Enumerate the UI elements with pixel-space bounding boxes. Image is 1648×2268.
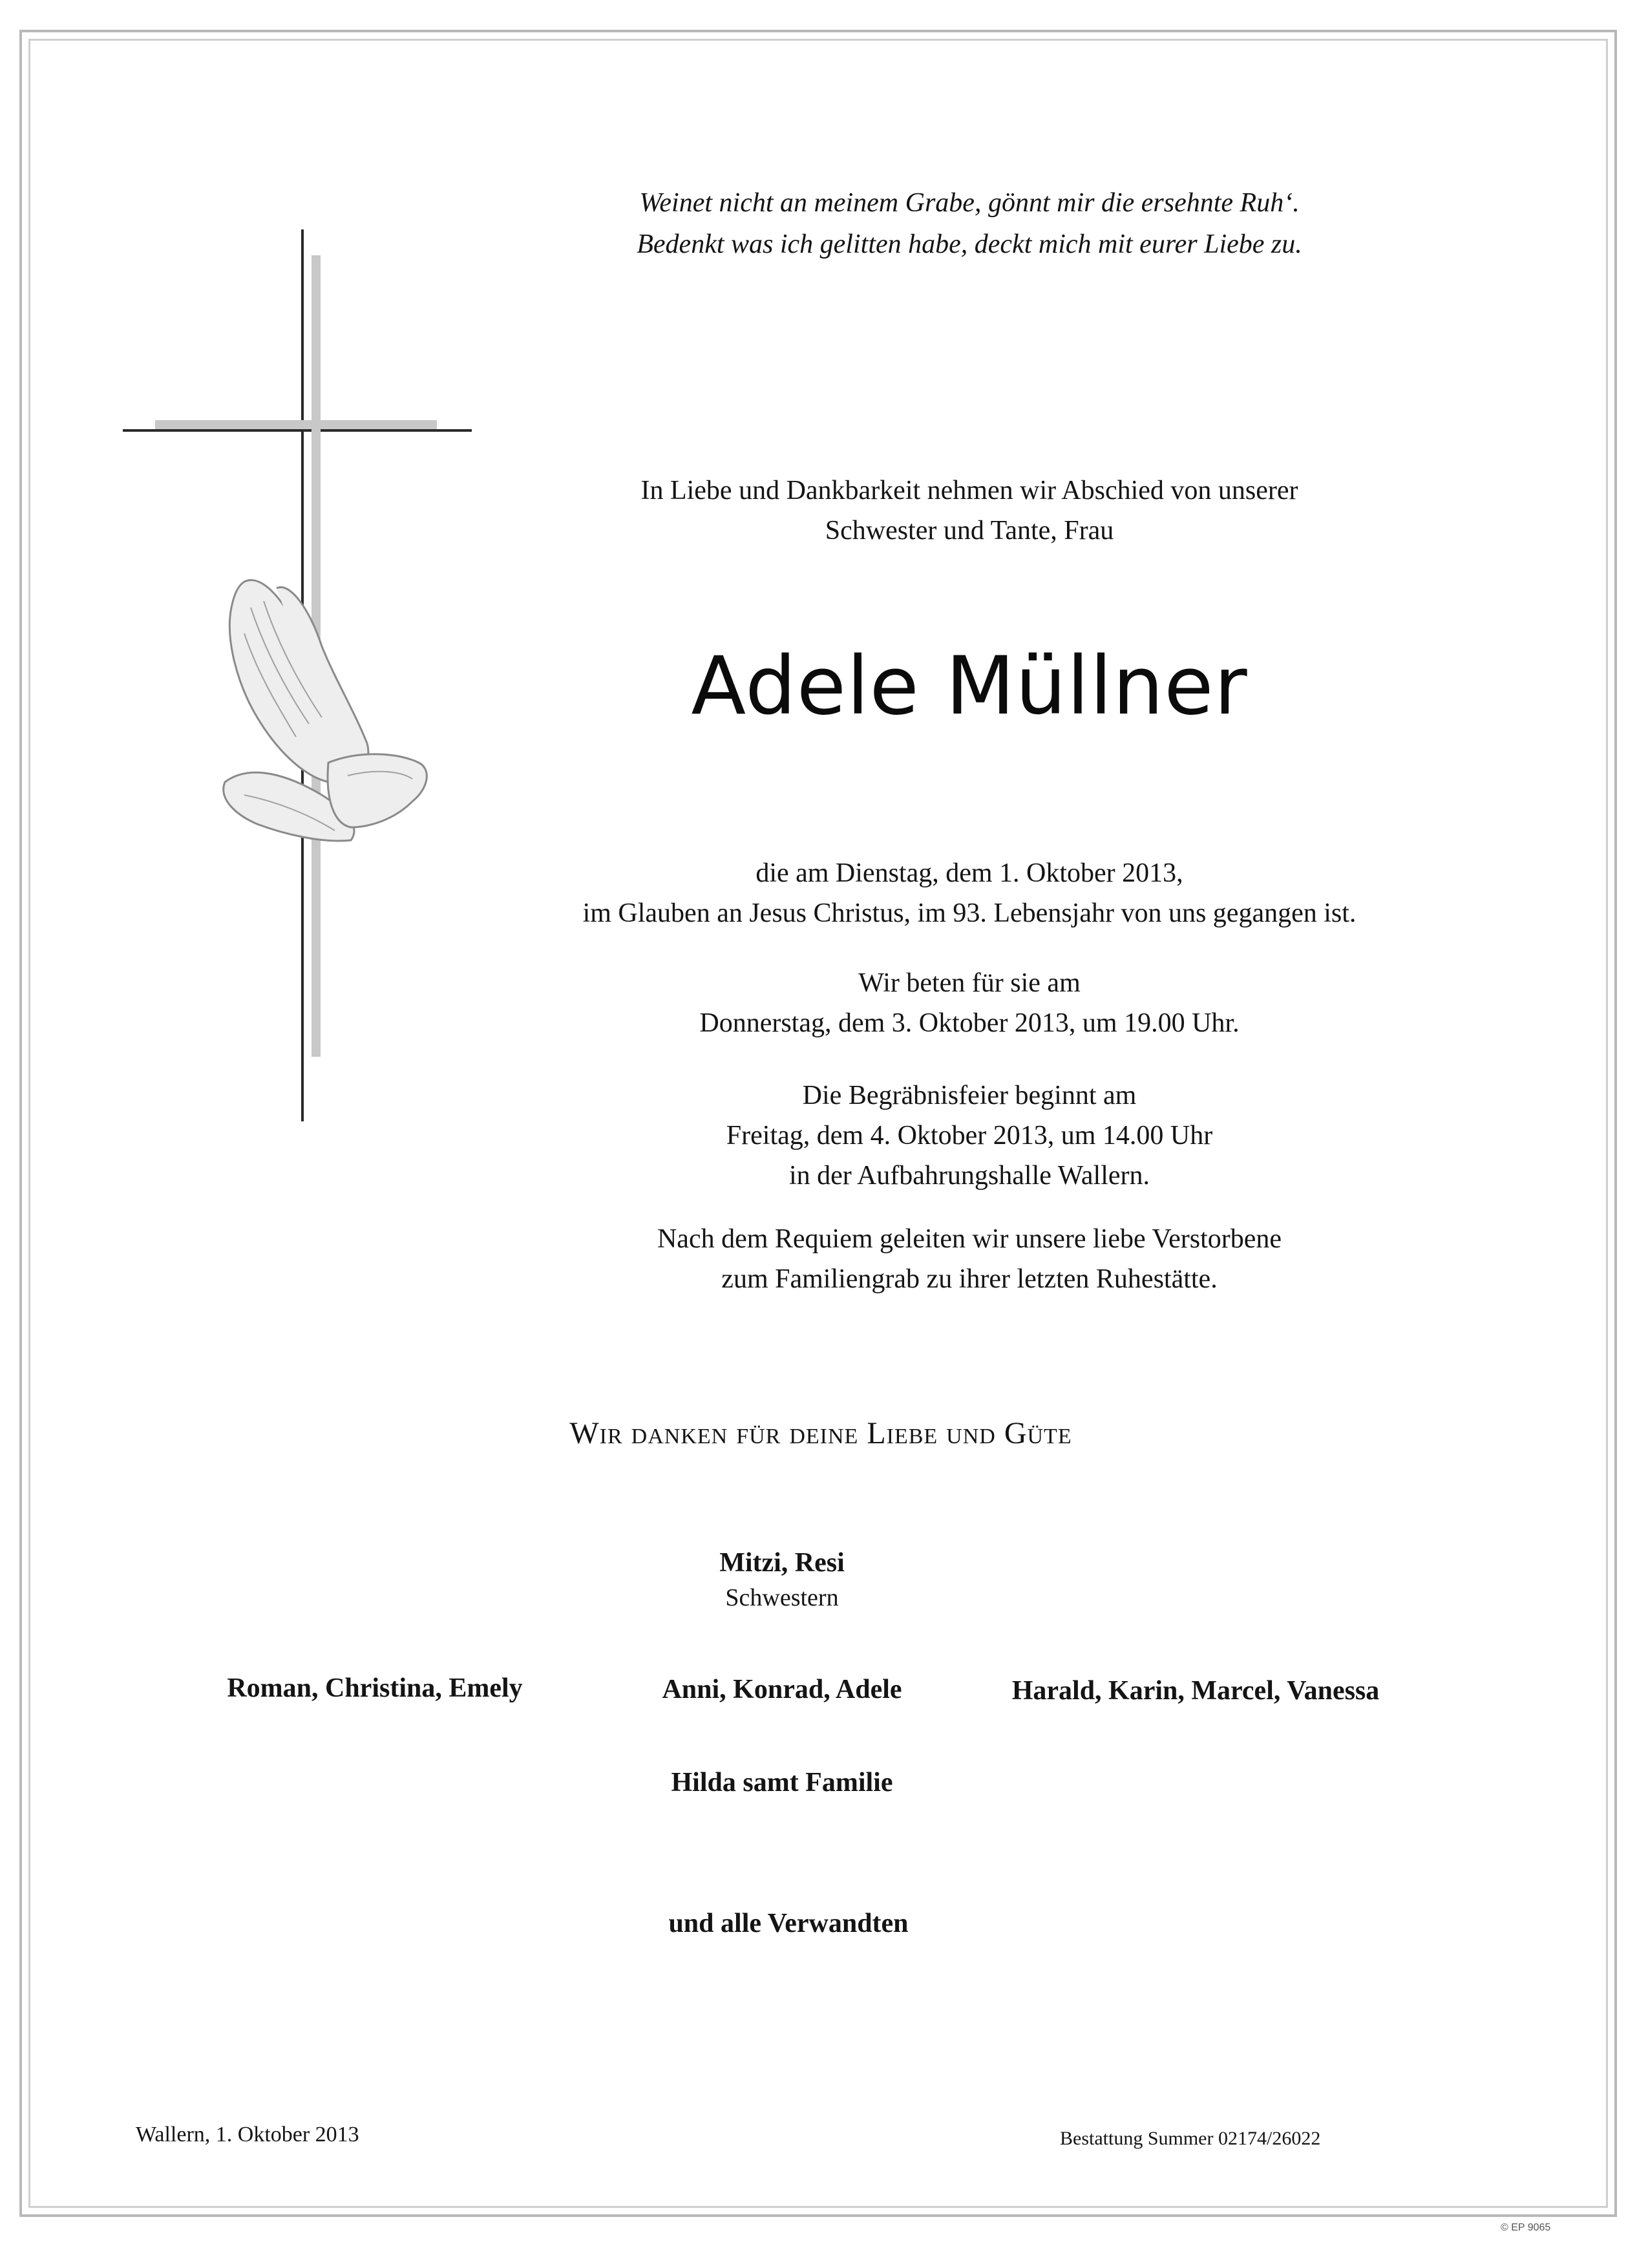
epitaph-verse (452, 182, 1486, 265)
requiem-line-2: zum Familiengrab zu ihrer letzten Ruhestätte. (721, 1264, 1218, 1294)
funeral-line-1: Die Begräbnisfeier beginnt am (802, 1081, 1137, 1110)
requiem-notice (452, 1219, 1486, 1299)
deceased-name: Adele Müllner (691, 640, 1248, 733)
mourners-hilda: Hilda samt Familie (671, 1768, 893, 1797)
verse-line-1: Weinet nicht an meinem Grabe, gönnt mir die ersehnte Ruh‘. (639, 188, 1300, 218)
intro-line-2: Schwester und Tante, Frau (825, 516, 1114, 546)
intro-line-1: In Liebe und Dankbarkeit nehmen wir Abschied von unserer (640, 476, 1298, 505)
prayer-line-2: Donnerstag, dem 3. Oktober 2013, um 19.00 Uhr. (699, 1008, 1240, 1038)
prayer-line-1: Wir beten für sie am (858, 968, 1081, 998)
mourners-left: Roman, Christina, Emely (227, 1673, 523, 1703)
thanks-heading: Wir danken für deine Liebe und Güte (569, 1416, 1072, 1450)
funeral-line-2: Freitag, dem 4. Oktober 2013, um 14.00 Uhr (726, 1121, 1213, 1150)
funeral-line-3: in der Aufbahrungshalle Wallern. (788, 1161, 1150, 1191)
funeral-notice (452, 1076, 1486, 1196)
mourners-center: Anni, Konrad, Adele (662, 1675, 902, 1704)
death-line-2: im Glauben an Jesus Christus, im 93. Lebensjahr von uns gegangen ist. (582, 898, 1357, 928)
undertaker: Bestattung Summer 02174/26022 (1060, 2128, 1321, 2149)
death-line-1: die am Dienstag, dem 1. Oktober 2013, (755, 858, 1183, 888)
requiem-line-1: Nach dem Requiem geleiten wir unsere liebe Verstorbene (657, 1224, 1282, 1254)
sisters-names: Mitzi, Resi (719, 1548, 845, 1578)
mourners-relatives: und alle Verwandten (668, 1909, 909, 1938)
death-notice (452, 853, 1486, 933)
sisters-label: Schwestern (725, 1584, 839, 1611)
prayer-notice (452, 963, 1486, 1043)
mourners-right: Harald, Karin, Marcel, Vanessa (1011, 1676, 1380, 1706)
farewell-intro (452, 471, 1486, 551)
copyright-mark: © EP 9065 (1501, 2222, 1551, 2233)
place-date: Wallern, 1. Oktober 2013 (136, 2123, 359, 2146)
praying-hands-icon (206, 569, 438, 847)
verse-line-2: Bedenkt was ich gelitten habe, deckt mich mit eurer Liebe zu. (637, 229, 1302, 259)
